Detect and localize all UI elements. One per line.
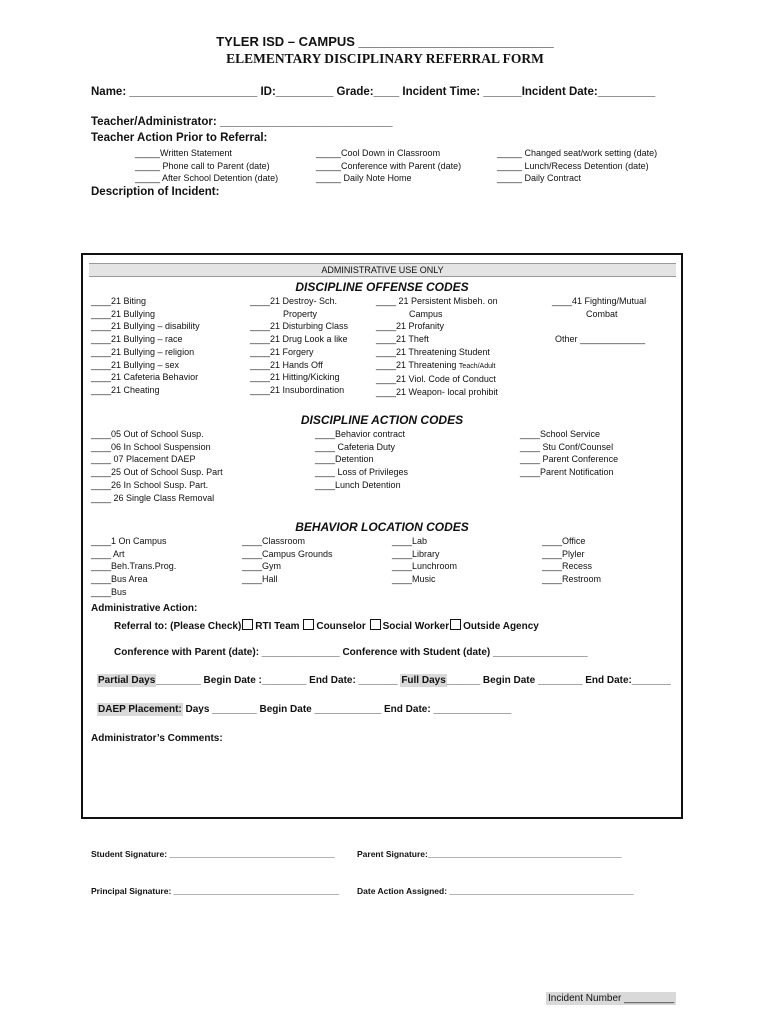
offense-code-item[interactable]: ____21 Bullying – sex (91, 359, 180, 370)
offense-code-item[interactable]: ____21 Cafeteria Behavior (91, 372, 199, 383)
teacher-line[interactable]: Teacher/Administrator: ___________________________ (91, 116, 393, 128)
description-label: Description of Incident: (91, 186, 220, 198)
offense-code-item[interactable]: ____21 Hitting/Kicking (250, 372, 340, 383)
social-worker-label: Social Worker (382, 621, 450, 632)
offense-code-item[interactable]: ____21 Drug Look a like (250, 334, 348, 345)
date-action-assigned-line[interactable]: Date Action Assigned: _______________________________________ (357, 886, 634, 896)
action-code-item[interactable]: ____Behavior contract (315, 429, 406, 439)
teacher-action-item[interactable]: _____ Changed seat/work setting (date) (497, 148, 658, 158)
teacher-action-label: Teacher Action Prior to Referral: (91, 132, 268, 144)
action-code-item[interactable]: ____Detention (315, 454, 374, 465)
conference-line[interactable]: Conference with Parent (date): ______________ Conference with Student (date) _________________ (114, 647, 588, 658)
rti-team-checkbox[interactable] (242, 619, 253, 630)
action-code-item[interactable]: ____26 In School Susp. Part. (91, 479, 209, 490)
referral-label: Referral to: (Please Check) (114, 621, 242, 632)
location-code-item[interactable]: ____Office (542, 536, 586, 546)
offense-code-continuation: Property (283, 308, 318, 319)
location-code-item[interactable]: ____1 On Campus (91, 536, 167, 546)
action-code-item[interactable]: ____ Stu Conf/Counsel (520, 441, 614, 452)
teacher-action-item[interactable]: _____ Daily Note Home (316, 173, 412, 184)
teacher-actions-col2 (316, 147, 461, 185)
offense-code-item[interactable]: ____21 Theft (376, 334, 429, 345)
partial-days-fields[interactable]: ________ Begin Date :________ End Date: _______ (156, 675, 398, 686)
location-code-item[interactable]: ____Restroom (542, 574, 602, 585)
daep-row (97, 704, 511, 715)
admin-action-label: Administrative Action: (91, 603, 198, 614)
offense-code-item[interactable]: ____21 Bullying – disability (91, 321, 200, 332)
location-code-item[interactable]: ____Library (392, 548, 440, 559)
action-code-item[interactable]: ____ Parent Conference (520, 454, 619, 465)
action-code-item[interactable]: ____ Cafeteria Duty (315, 441, 396, 452)
offense-code-item[interactable]: ____ 21 Persistent Misbeh. on (376, 296, 498, 306)
teacher-action-item[interactable]: _____Cool Down in Classroom (316, 148, 441, 158)
teacher-actions-col3 (497, 147, 657, 185)
location-code-item[interactable]: ____Hall (242, 574, 278, 585)
offense-code-item[interactable]: ____21 Bullying – race (91, 334, 183, 345)
location-code-item[interactable]: ____Bus Area (91, 574, 148, 585)
offense-code-continuation: Combat (586, 308, 618, 319)
daep-fields[interactable]: Days ________ Begin Date ____________ End Date: ______________ (182, 704, 512, 715)
action-code-item[interactable]: ____Parent Notification (520, 467, 614, 478)
offense-col1 (91, 295, 200, 397)
teacher-actions-col1 (135, 147, 278, 185)
offense-code-item[interactable]: ____21 Disturbing Class (250, 321, 349, 332)
action-code-item[interactable]: ____25 Out of School Susp. Part (91, 467, 223, 478)
location-col4 (542, 535, 601, 586)
action-code-item[interactable]: ____Lunch Detention (315, 479, 401, 490)
form-title-campus: TYLER ISD – CAMPUS ___________________________ (216, 34, 554, 49)
teacher-action-item[interactable]: _____ After School Detention (date) (135, 173, 279, 184)
admin-use-only-bar: ADMINISTRATIVE USE ONLY (89, 263, 676, 277)
offense-code-item[interactable]: ____21 Bullying (91, 308, 156, 319)
offense-codes-title: DISCIPLINE OFFENSE CODES (295, 280, 469, 294)
teacher-action-item[interactable]: _____Written Statement (135, 148, 232, 158)
offense-code-item[interactable]: ____21 Profanity (376, 321, 445, 332)
location-code-item[interactable]: ____Bus (91, 586, 127, 597)
offense-other-item[interactable]: Other _____________ (555, 334, 646, 345)
location-code-item[interactable]: ____Music (392, 574, 436, 585)
teacher-action-item[interactable]: _____ Lunch/Recess Detention (date) (497, 160, 649, 171)
outside-agency-label: Outside Agency (463, 621, 539, 632)
counselor-checkbox[interactable] (303, 619, 314, 630)
outside-agency-checkbox[interactable] (450, 619, 461, 630)
action-code-item[interactable]: ____School Service (520, 429, 601, 439)
form-title: ELEMENTARY DISCIPLINARY REFERRAL FORM (226, 51, 544, 66)
offense-col4 (552, 295, 646, 346)
teacher-action-item[interactable]: _____ Phone call to Parent (date) (135, 160, 270, 171)
location-codes-title: BEHAVIOR LOCATION CODES (295, 520, 469, 534)
incident-number[interactable]: Incident Number _________ (548, 993, 675, 1004)
social-worker-checkbox[interactable] (370, 619, 381, 630)
offense-code-item[interactable]: ____41 Fighting/Mutual (552, 296, 647, 306)
action-code-item[interactable]: ____ Loss of Privileges (315, 467, 409, 478)
location-code-item[interactable]: ____ Art (91, 548, 125, 559)
threatening-suffix: Teach/Adult (458, 362, 496, 370)
offense-code-item[interactable]: ____21 Cheating (91, 384, 160, 395)
suspension-days-row (97, 675, 671, 686)
counselor-label: Counselor (316, 621, 366, 632)
action-col1 (91, 428, 223, 504)
action-code-item[interactable]: ____ 26 Single Class Removal (91, 492, 215, 503)
offense-code-item[interactable]: ____21 Threatening Student (376, 346, 490, 357)
teacher-action-item[interactable]: _____Conference with Parent (date) (316, 160, 462, 171)
offense-code-item[interactable]: ____21 Destroy- Sch. (250, 296, 338, 306)
parent-signature-line[interactable]: Parent Signature:_________________________________________ (357, 849, 622, 859)
location-col3 (392, 535, 457, 586)
action-code-item[interactable]: ____05 Out of School Susp. (91, 429, 204, 439)
action-col3 (520, 428, 618, 479)
offense-code-item[interactable]: ____21 Weapon- local prohibit (376, 386, 498, 397)
offense-code-item[interactable]: ____21 Hands Off (250, 359, 323, 370)
location-code-item[interactable]: ____Beh.Trans.Prog. (91, 561, 177, 572)
location-col1 (91, 535, 176, 599)
action-code-item[interactable]: ____ 07 Placement DAEP (91, 454, 196, 465)
offense-col3 (376, 295, 498, 399)
student-info-line[interactable]: Name: ____________________ ID:_________ Grade:____ Incident Time: ______Incident Date:_________ (91, 86, 656, 98)
location-code-item[interactable]: ____Lab (392, 536, 428, 546)
offense-code-continuation: Campus (409, 308, 443, 319)
offense-col2 (250, 295, 348, 397)
full-days-fields[interactable]: ______ Begin Date ________ End Date:_______ (446, 675, 671, 686)
offense-code-item[interactable]: ____21 Threatening Teach/Adult (376, 359, 496, 370)
location-code-item[interactable]: ____Classroom (242, 536, 306, 546)
offense-code-item[interactable]: ____21 Biting (91, 296, 147, 306)
location-code-item[interactable]: ____Gym (242, 561, 282, 572)
action-col2 (315, 428, 408, 492)
teacher-action-item[interactable]: _____ Daily Contract (497, 173, 582, 184)
partial-days-label: Partial Days (98, 675, 156, 686)
principal-signature-line[interactable]: Principal Signature: ___________________________________ (91, 886, 340, 896)
location-code-item[interactable]: ____Plyler (542, 548, 585, 559)
location-code-item[interactable]: ____Campus Grounds (242, 548, 333, 559)
rti-team-label: RTI Team (255, 621, 300, 632)
daep-placement-label: DAEP Placement: (98, 704, 182, 715)
action-code-item[interactable]: ____06 In School Suspension (91, 441, 211, 452)
full-days-label: Full Days (401, 675, 446, 686)
location-code-item[interactable]: ____Recess (542, 561, 593, 572)
student-signature-line[interactable]: Student Signature: ___________________________________ (91, 849, 335, 859)
offense-code-item[interactable]: ____21 Insubordination (250, 384, 345, 395)
offense-code-item[interactable]: ____21 Bullying – religion (91, 346, 195, 357)
offense-code-item[interactable]: ____21 Viol. Code of Conduct (376, 374, 496, 385)
action-codes-title: DISCIPLINE ACTION CODES (300, 413, 464, 427)
admin-comments-label: Administrator’s Comments: (91, 733, 223, 744)
location-code-item[interactable]: ____Lunchroom (392, 561, 458, 572)
offense-code-item[interactable]: ____21 Forgery (250, 346, 314, 357)
location-col2 (242, 535, 333, 586)
referral-row (114, 619, 539, 632)
